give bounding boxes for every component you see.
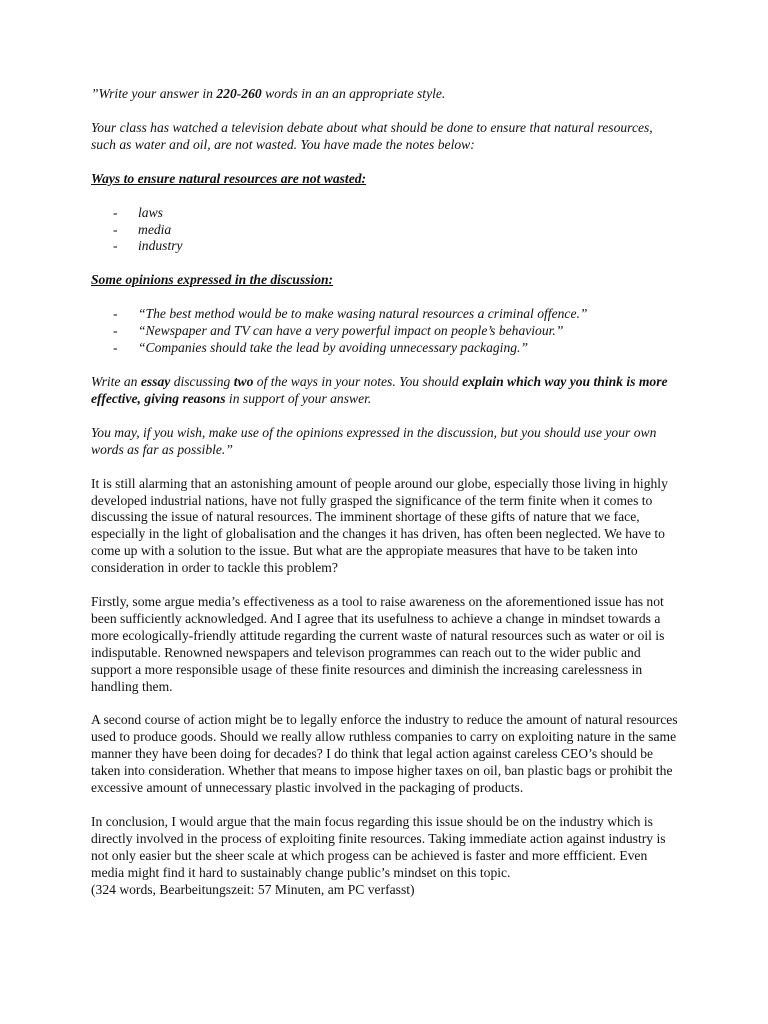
essay-footnote: (324 words, Bearbeitungszeit: 57 Minuten, am PC verfasst) bbox=[91, 881, 415, 897]
document-page bbox=[91, 86, 681, 899]
task-intro bbox=[91, 86, 681, 103]
essay-paragraph: Firstly, some argue media’s effectiveness as a tool to raise awareness on the aforementioned issue has not been sufficiently acknowledged. And I agree that its usefulness to achieve a change in mindset towards a more ecologically-friendly attitude regarding the current waste of natural resources such as water or oil is indisputable. Renowned newspapers and televison programmes can reach out to the wider public and support a more responsible usage of these finite resources and diminish the increasing carelessness in handling them. bbox=[91, 594, 665, 694]
task-closing: You may, if you wish, make use of the opinions expressed in the discussion, but you should use your own words as far as possible.” bbox=[91, 424, 657, 457]
task-instruction: Write an essay discussing two of the ways in your notes. You should explain which way you think is more effective, giving reasons in support of your answer. bbox=[91, 373, 668, 406]
essay-paragraph: A second course of action might be to legally enforce the industry to reduce the amount of natural resources used to produce goods. Should we really allow ruthless companies to carry on exploiting nature in the same manner they have been doing for decades? I do think that legal action against careless CEO’s should be taken into consideration. Whether that means to impose higher taxes on oil, ban plastic bags or prohibit the excessive amount of unnecessary plastic involved in the packaging of products. bbox=[91, 712, 678, 796]
list-item: - “The best method would be to make wasing natural resources a criminal offence.” bbox=[113, 306, 588, 322]
essay-paragraph: In conclusion, I would argue that the main focus regarding this issue should be on the industry which is directly involved in the process of exploiting finite resources. Taking immediate action against industry is not only easier but the sheer scale at which progess can be achieved is faster and more effficient. Even media might find it hard to sustainably change public’s mindset on this topic. bbox=[91, 814, 666, 880]
notes-heading: Ways to ensure natural resources are not wasted: bbox=[91, 170, 367, 186]
list-item: - industry bbox=[113, 238, 183, 254]
dash-bullet: - bbox=[113, 238, 118, 254]
word-count-range: 220-260 bbox=[216, 86, 262, 101]
task-intro-suffix: words in an an appropriate style. bbox=[261, 86, 446, 101]
dash-bullet: - bbox=[113, 221, 118, 237]
task-intro-prefix: ”Write your answer in bbox=[91, 86, 217, 101]
list-item: - media bbox=[113, 221, 172, 237]
dash-bullet: - bbox=[113, 340, 118, 356]
list-item: - “Newspaper and TV can have a very powerful impact on people’s behaviour.” bbox=[113, 323, 564, 339]
dash-bullet: - bbox=[113, 204, 118, 220]
dash-bullet: - bbox=[113, 323, 118, 339]
opinions-list bbox=[91, 306, 681, 357]
list-item: - laws bbox=[113, 204, 163, 220]
essay-body bbox=[91, 476, 681, 899]
notes-list bbox=[91, 205, 681, 256]
task-context: Your class has watched a television debate about what should be done to ensure that natural resources, such as water and oil, are not wasted. You have made the notes below: bbox=[91, 119, 653, 152]
opinions-heading: Some opinions expressed in the discussion: bbox=[91, 272, 334, 288]
list-item: - “Companies should take the lead by avoiding unnecessary packaging.” bbox=[113, 340, 529, 356]
essay-paragraph: It is still alarming that an astonishing amount of people around our globe, especially those living in highly developed industrial nations, have not fully grasped the significance of the term finite when it comes to discussing the issue of natural resources. The imminent shortage of these gifts of nature that we face, especially in the light of globalisation and the changes it has driven, has often been neglected. We have to come up with a solution to the issue. But what are the appropiate measures that have to be taken into consideration in order to tackle this problem? bbox=[91, 475, 668, 576]
dash-bullet: - bbox=[113, 306, 118, 322]
